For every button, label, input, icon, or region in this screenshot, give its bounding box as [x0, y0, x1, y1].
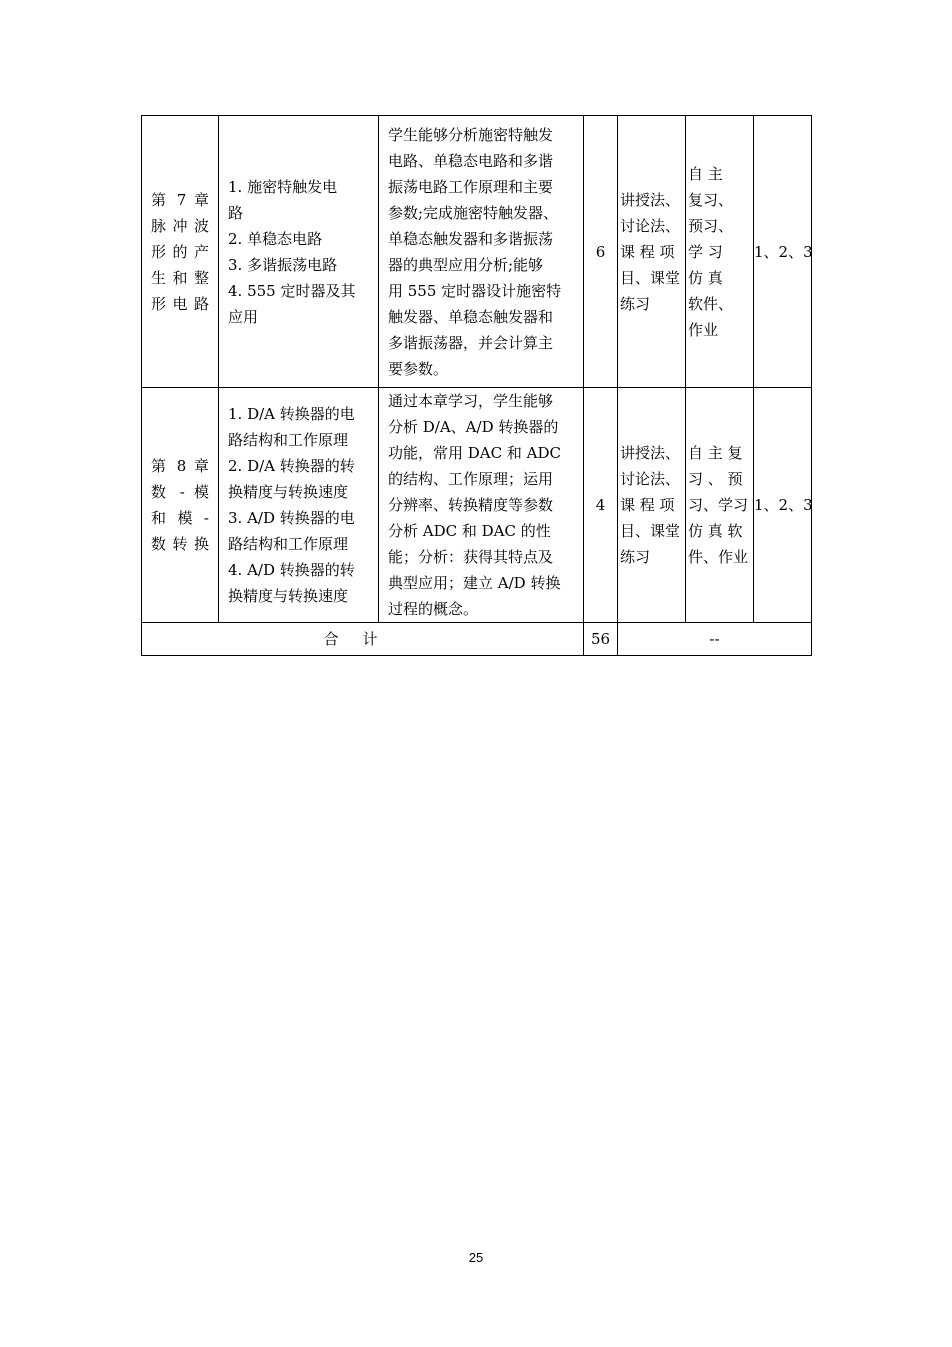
method-line: 讲授法、 [620, 444, 681, 462]
chapter-line: 和 模 - [151, 509, 209, 527]
goal-line: 过程的概念。 [388, 600, 479, 618]
chapter-line: 数 - 模 [151, 483, 209, 501]
homework-line: 复习、 [688, 190, 734, 209]
goal-line: 器的典型应用分析;能够 [388, 255, 544, 274]
content-line: 3. A/D 转换器的电 [228, 509, 355, 527]
goal-line: 典型应用；建立 A/D 转换 [388, 574, 561, 592]
objective-cell: 1、2、3 [754, 388, 812, 623]
content-cell [219, 388, 379, 623]
hours-cell: 4 [584, 388, 618, 623]
method-cell [618, 116, 686, 388]
homework-line: 自 主 [688, 164, 723, 183]
table-row [142, 116, 812, 388]
homework-line: 仿 真 [688, 268, 723, 287]
homework-line: 自 主 复 [688, 444, 743, 462]
content-line: 4. 555 定时器及其 [228, 281, 356, 300]
homework-line: 预习、 [688, 216, 734, 235]
content-line: 换精度与转换速度 [228, 587, 349, 605]
method-line: 练习 [620, 294, 651, 313]
chapter-line: 形电路 [151, 294, 209, 313]
homework-line: 习 、 预 [688, 470, 743, 488]
content-line: 路 [228, 203, 244, 222]
content-line: 1. D/A 转换器的电 [228, 405, 355, 423]
content-line: 4. A/D 转换器的转 [228, 561, 355, 579]
chapter-line: 形的产 [151, 242, 209, 261]
table-row [142, 388, 812, 623]
goal-line: 振荡电路工作原理和主要 [388, 177, 554, 196]
total-row [142, 623, 812, 656]
goal-line: 分析 D/A、A/D 转换器的 [388, 418, 559, 436]
method-line: 讲授法、 [620, 190, 681, 209]
chapter-line: 生和整 [151, 268, 209, 287]
homework-line: 软件、 [688, 294, 734, 313]
homework-cell [686, 388, 754, 623]
method-line: 练习 [620, 548, 651, 566]
goal-line: 通过本章学习，学生能够 [388, 392, 554, 410]
goal-line: 要参数。 [388, 359, 449, 378]
goal-line: 多谐振荡器，并会计算主 [388, 333, 554, 352]
content-line: 3. 多谐振荡电路 [228, 255, 338, 274]
total-hours: 56 [584, 623, 618, 656]
course-table [141, 115, 812, 656]
goal-line: 分辨率、转换精度等参数 [388, 496, 554, 514]
content-line: 2. D/A 转换器的转 [228, 457, 355, 475]
homework-cell [686, 116, 754, 388]
homework-line: 仿 真 软 [688, 522, 743, 540]
chapter-line: 数转换 [151, 535, 209, 553]
goal-line: 电路、单稳态电路和多谐 [388, 151, 554, 170]
goal-cell [379, 116, 584, 388]
chapter-cell [142, 116, 219, 388]
goal-line: 学生能够分析施密特触发 [388, 125, 554, 144]
chapter-line: 第 7 章 [151, 190, 209, 209]
goal-line: 的结构、工作原理；运用 [388, 470, 554, 488]
goal-line: 功能，常用 DAC 和 ADC [388, 444, 561, 462]
content-line: 应用 [228, 307, 259, 326]
goal-line: 参数;完成施密特触发器、 [388, 203, 559, 222]
content-cell [219, 116, 379, 388]
method-line: 课 程 项 [620, 496, 675, 514]
objective-cell: 1、2、3 [754, 116, 812, 388]
method-line: 讨论法、 [620, 470, 681, 488]
goal-line: 触发器、单稳态触发器和 [388, 307, 554, 326]
page-number: 25 [468, 1250, 484, 1265]
goal-line: 能；分析：获得其特点及 [388, 548, 554, 566]
content-line: 2. 单稳态电路 [228, 229, 323, 248]
hours-cell: 6 [584, 116, 618, 388]
homework-line: 作业 [688, 320, 719, 339]
method-line: 目、课堂 [620, 268, 681, 287]
content-line: 1. 施密特触发电 [228, 177, 338, 196]
goal-line: 分析 ADC 和 DAC 的性 [388, 522, 551, 540]
method-line: 讨论法、 [620, 216, 681, 235]
chapter-line: 第 8 章 [151, 457, 209, 475]
content-line: 换精度与转换速度 [228, 483, 349, 501]
content-line: 路结构和工作原理 [228, 535, 349, 553]
goal-cell [379, 388, 584, 623]
method-line: 课 程 项 [620, 242, 675, 261]
homework-line: 习、学习 [688, 496, 749, 514]
goal-line: 单稳态触发器和多谐振荡 [388, 229, 554, 248]
chapter-cell [142, 388, 219, 623]
homework-line: 学 习 [688, 242, 723, 261]
method-cell [618, 388, 686, 623]
chapter-line: 脉冲波 [151, 216, 209, 235]
total-rest: -- [618, 623, 812, 656]
table-body [142, 116, 812, 623]
method-line: 目、课堂 [620, 522, 681, 540]
homework-line: 件、作业 [688, 548, 749, 566]
total-label: 合计 [142, 623, 584, 656]
content-line: 路结构和工作原理 [228, 431, 349, 449]
goal-line: 用 555 定时器设计施密特 [388, 281, 562, 300]
